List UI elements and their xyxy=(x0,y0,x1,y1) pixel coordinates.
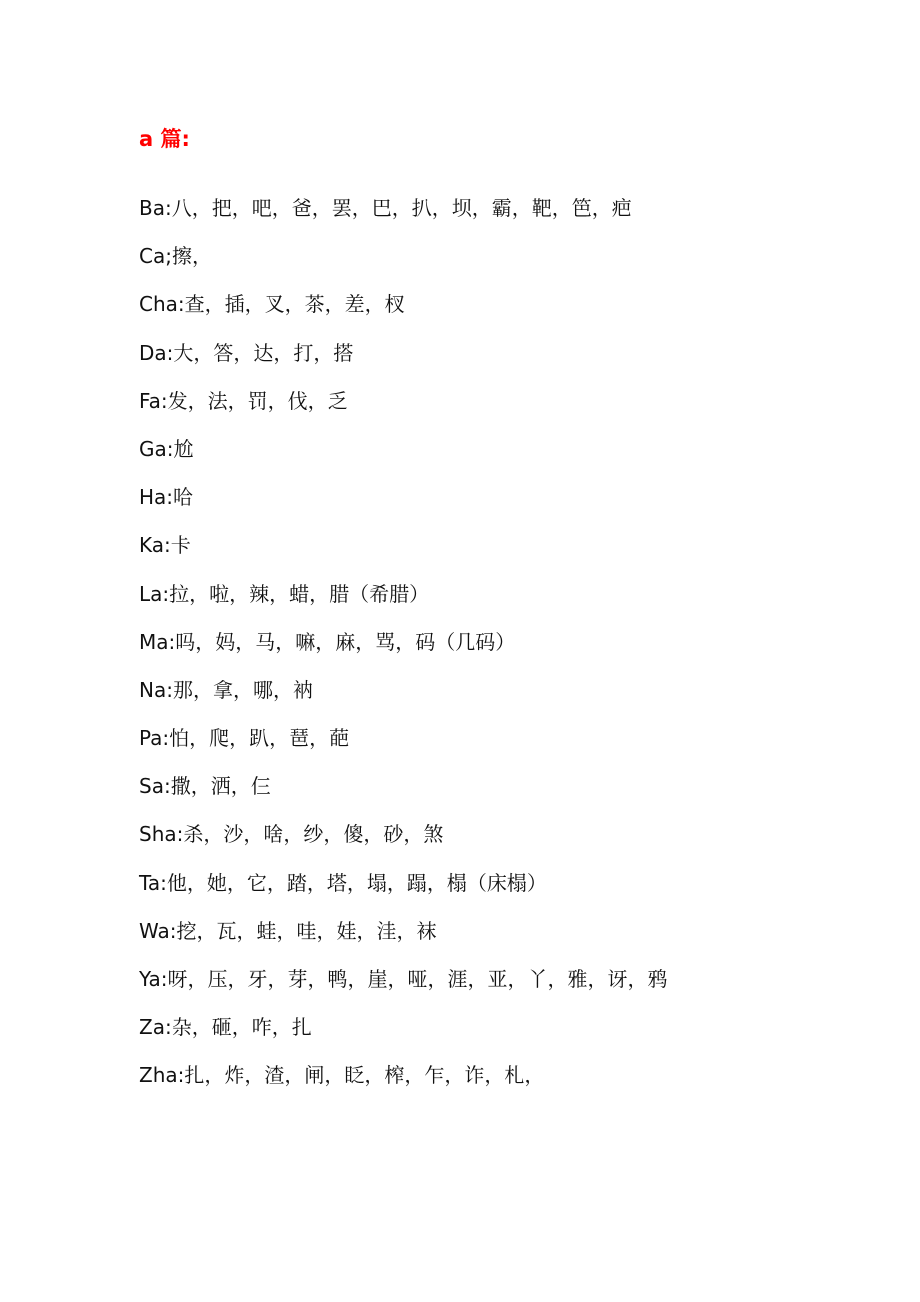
pinyin-entry-sa: Sa:撒，洒，仨 xyxy=(139,774,271,799)
pinyin-entry-ya: Ya:呀，压，牙，芽，鸭，崖，哑，涯，亚，丫，雅，讶，鸦 xyxy=(139,967,668,991)
pinyin-entry-list xyxy=(139,193,879,1109)
pinyin-entry-ga: Ga:尬 xyxy=(139,436,194,461)
pinyin-entry-ca: Ca;擦， xyxy=(139,244,212,269)
pinyin-entry-pa: Pa:怕，爬，趴，琶，葩 xyxy=(139,726,350,751)
pinyin-entry-zha: Zha:扎，炸，渣，闸，眨，榨，乍，诈，札， xyxy=(139,1063,545,1088)
pinyin-entry-wa: Wa:挖，瓦，蛙，哇，娃，洼，袜 xyxy=(139,918,437,943)
pinyin-entry-sha: Sha:杀，沙，啥，纱，傻，砂，煞 xyxy=(139,822,444,847)
pinyin-entry-na: Na:那，拿，哪，衲 xyxy=(139,677,313,702)
pinyin-entry-la: La:拉，啦，辣，蜡，腊（希腊） xyxy=(139,581,430,606)
pinyin-entry-za: Za:杂，砸，咋，扎 xyxy=(139,1015,312,1040)
pinyin-entry-ta: Ta:他，她，它，踏，塔，塌，蹋，榻（床榻） xyxy=(139,870,547,895)
section-heading: a 篇: xyxy=(139,127,190,151)
pinyin-entry-ma: Ma:吗，妈，马，嘛，麻，骂，码（几码） xyxy=(139,629,516,654)
pinyin-entry-da: Da:大，答，达，打，搭 xyxy=(139,340,354,365)
pinyin-entry-fa: Fa:发，法，罚，伐，乏 xyxy=(139,388,348,413)
pinyin-entry-ha: Ha:哈 xyxy=(139,485,194,510)
pinyin-entry-ba: Ba:八，把，吧，爸，罢，巴，扒，坝，霸，靶，笆，疤 xyxy=(139,196,632,220)
pinyin-entry-ka: Ka:卡 xyxy=(139,533,191,558)
pinyin-entry-cha: Cha:查，插，叉，茶，差，杈 xyxy=(139,292,405,317)
